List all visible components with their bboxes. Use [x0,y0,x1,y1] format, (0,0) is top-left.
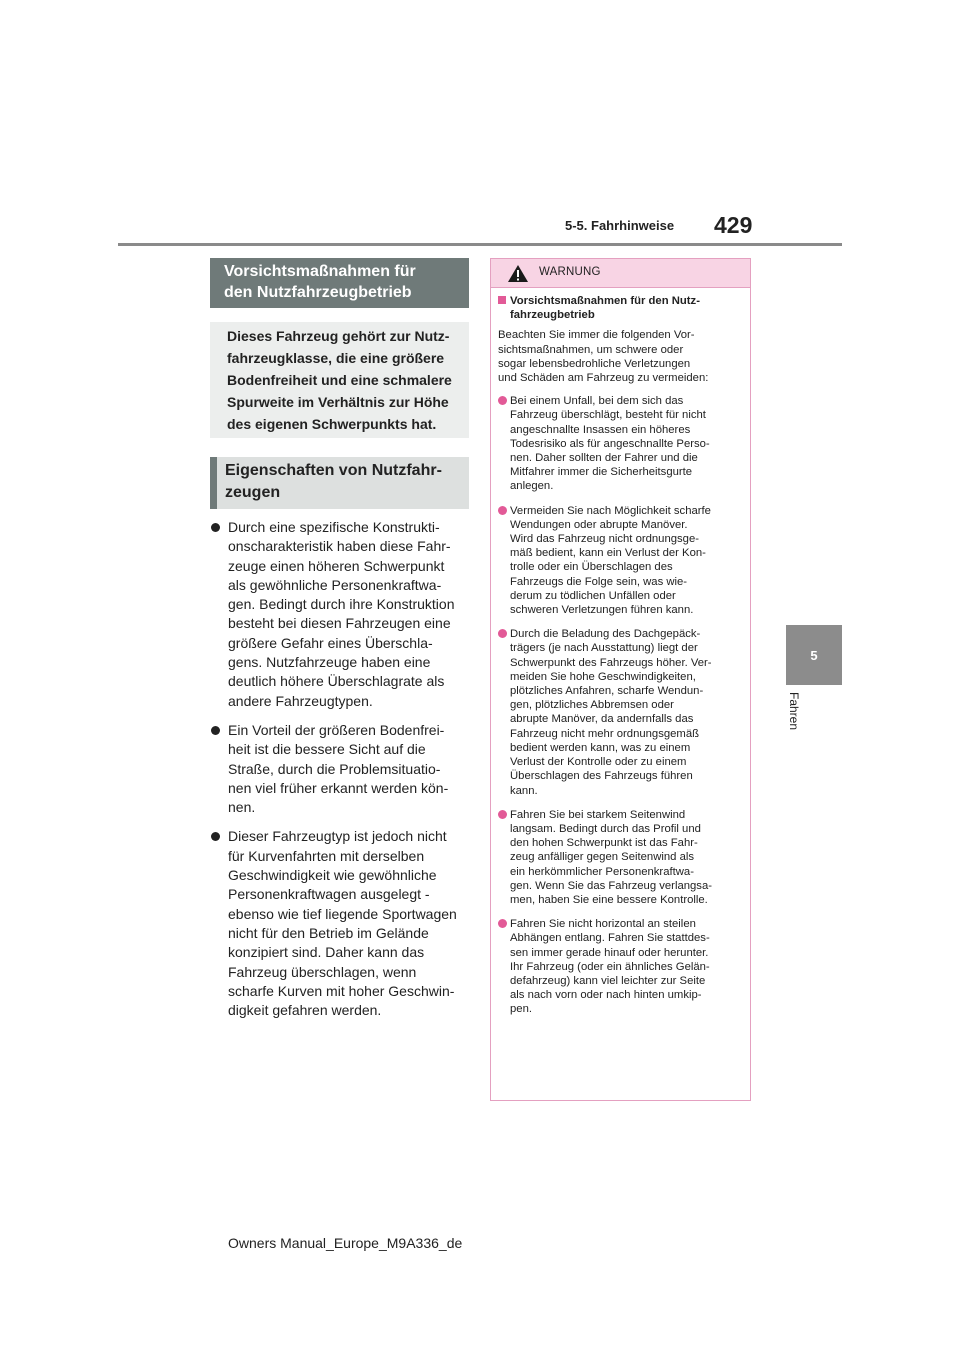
text-line: Fahrzeug überschlagen, wenn [228,963,417,980]
text-line: Ein Vorteil der größeren Bodenfrei- [228,721,445,738]
header-divider [118,243,842,246]
warning-item [498,394,744,493]
heading-line: Vorsichtsmaßnahmen für [224,263,416,280]
chapter-label: Fahren [787,692,801,731]
warning-item [498,627,744,797]
text-line: gens. Nutzfahrzeuge haben eine [228,654,431,671]
text-line: sogar lebensbedrohliche Verletzungen [498,357,691,370]
list-item [210,518,472,711]
text-line: trolle oder ein Überschlagen des [510,561,673,574]
properties-list [210,518,472,1030]
text-line: gen. Wenn Sie das Fahrzeug verlangsa- [510,879,712,892]
warning-triangle-icon [507,264,529,283]
text-line: Abhängen entlang. Fahren Sie stattdes- [510,932,710,945]
chapter-tab [786,625,842,685]
text-line: Wendungen oder abrupte Manöver. [510,518,688,531]
text-line: plötzliches Anfahren, scharfe Wendun- [510,685,704,698]
warning-item [498,808,744,907]
bullet-dot-icon [211,832,220,841]
text-line: Beachten Sie immer die folgenden Vor- [498,329,695,342]
text-line: scharfe Kurven mit hoher Geschwin- [228,982,455,999]
heading-line: den Nutzfahrzeugbetrieb [224,284,412,301]
text-line: onscharakteristik haben diese Fahr- [228,538,451,555]
text-line: Fahren Sie bei starkem Seitenwind [510,808,686,821]
text-line: Todesrisiko als für angeschnallte Perso- [510,437,710,450]
text-line: andere Fahrzeugtypen. [228,692,373,709]
text-line: Fahrzeug überschlägt, besteht für nicht [510,409,706,422]
text-line: trägers (je nach Ausstattung) liegt der [510,642,698,655]
text-line: Bei einem Unfall, bei dem sich das [510,395,684,408]
text-line: derum zu tödlichen Unfällen oder [510,589,676,602]
bullet-dot-icon [211,726,220,735]
text-line: langsam. Bedingt durch das Profil und [510,822,701,835]
text-line: nen viel früher erkannt werden kön- [228,779,449,796]
text-line: meiden Sie hohe Geschwindigkeiten, [510,670,696,683]
text-line: Fahrzeug nicht mehr ordnungsgemäß [510,727,700,740]
heading-line: Eigenschaften von Nutzfahr- [225,462,442,479]
text-line: men, haben Sie eine bessere Kontrolle. [510,893,708,906]
heading-line: zeugen [225,484,281,501]
text-line: gen. Bedingt durch ihre Konstruktion [228,596,455,613]
pink-bullet-icon [498,396,507,405]
text-line: Vermeiden Sie nach Möglichkeit scharfe [510,504,711,517]
warning-item [498,504,744,618]
text-line: Dieser Fahrzeugtyp ist jedoch nicht [228,828,447,845]
chapter-label-wrap [787,692,801,752]
intro-line: fahrzeugklasse, die eine größere [227,350,445,366]
text-line: mäß bedient, kann ein Verlust der Kon- [510,547,706,560]
text-line: pen. [510,1003,532,1016]
text-line: Fahren Sie nicht horizontal an steilen [510,918,696,931]
text-line: Mitfahrer immer die Sicherheitsgurte [510,466,693,479]
section-heading-precautions [210,258,469,308]
text-line: für Kurvenfahrten mit derselben [228,847,425,864]
text-line: und Schäden am Fahrzeug zu vermeiden: [498,372,709,385]
pink-bullet-icon [498,810,507,819]
text-line: Durch die Beladung des Dachgepäck- [510,628,701,641]
warning-intro [498,328,744,385]
section-label: 5-5. Fahrhinweise [565,218,675,233]
warning-header [491,259,750,288]
text-line: Ihr Fahrzeug (oder ein ähnliches Gelän- [510,960,710,973]
intro-line: Dieses Fahrzeug gehört zur Nutz- [227,328,450,344]
bullet-dot-icon [211,523,220,532]
intro-box [210,322,469,438]
text-line: anlegen. [510,480,554,493]
text-line: Vorsichtsmaßnahmen für den Nutz- [510,295,700,307]
text-line: nen. [228,799,256,816]
text-line: Geschwindigkeit wie gewöhnliche [228,867,437,884]
text-line: schweren Verletzungen führen kann. [510,604,694,617]
text-line: abrupte Manöver, da andernfalls das [510,713,694,726]
pink-bullet-icon [498,919,507,928]
text-line: heit ist die bessere Sicht auf die [228,741,426,758]
text-line: als gewöhnliche Personenkraftwa- [228,576,442,593]
text-line: ein herkömmlicher Personenkraftwa- [510,865,694,878]
warning-list [498,394,744,1016]
text-line: den hohen Schwerpunkt ist das Fahr- [510,837,698,850]
square-bullet-icon [498,296,506,304]
text-line: zeug anfälliger gegen Seitenwind als [510,851,695,864]
text-line: als nach vorn oder nach hinten umkip- [510,989,702,1002]
text-line: deutlich höhere Überschlagrate als [228,673,445,690]
text-line: nicht für den Betrieb im Gelände [228,924,429,941]
section-heading-properties [210,457,469,509]
text-line: besteht bei diesen Fahrzeugen eine [228,615,451,632]
intro-line: Bodenfreiheit und eine schmalere [227,372,452,388]
text-line: Verlust der Kontrolle oder zu einem [510,756,687,769]
footer-text: Owners Manual_Europe_M9A336_de [228,1235,463,1251]
warning-item [498,917,744,1016]
text-line: Wird das Fahrzeug nicht ordnungsge- [510,533,700,546]
list-item [210,721,472,817]
text-line: fahrzeugbetrieb [510,309,595,322]
pink-bullet-icon [498,506,507,515]
text-line: konzipiert sind. Daher kann das [228,944,425,961]
warning-box [490,258,751,1101]
text-line: zeuge einen höheren Schwerpunkt [228,557,445,574]
text-line: kann. [510,784,538,797]
pink-bullet-icon [498,629,507,638]
warning-title: WARNUNG [539,266,601,278]
text-line: ebenso wie tief liegende Sportwagen [228,905,457,922]
warning-body [498,294,744,1027]
text-line: sichtsmaßnahmen, um schwere oder [498,343,684,356]
text-line: Überschlagen des Fahrzeugs führen [510,770,693,783]
text-line: Fahrzeugs die Folge sein, was wie- [510,575,688,588]
text-line: angeschnallte Insassen ein höheres [510,423,691,436]
text-line: gen, plötzliches Abbremsen oder [510,699,674,712]
text-line: defahrzeug) kann viel leichter zur Seite [510,974,706,987]
warning-subheading [498,294,744,322]
text-line: Personenkraftwagen ausgelegt - [228,886,430,903]
text-line: Durch eine spezifische Konstrukti- [228,519,440,535]
text-line: größere Gefahr eines Überschla- [228,634,433,651]
intro-line: des eigenen Schwerpunkts hat. [227,416,437,432]
text-line: sen immer gerade hinauf oder herunter. [510,946,709,959]
text-line: Schwerpunkt des Fahrzeugs höher. Ver- [510,656,712,669]
text-line: digkeit gefahren werden. [228,1002,382,1019]
list-item [210,827,472,1020]
text-line: nen. Daher sollten der Fahrer und die [510,452,698,465]
page-number: 429 [714,212,753,238]
chapter-number: 5 [810,647,818,663]
intro-line: Spurweite im Verhältnis zur Höhe [227,394,449,410]
text-line: Straße, durch die Problemsituatio- [228,760,441,777]
text-line: bedient werden kann, was zu einem [510,741,691,754]
